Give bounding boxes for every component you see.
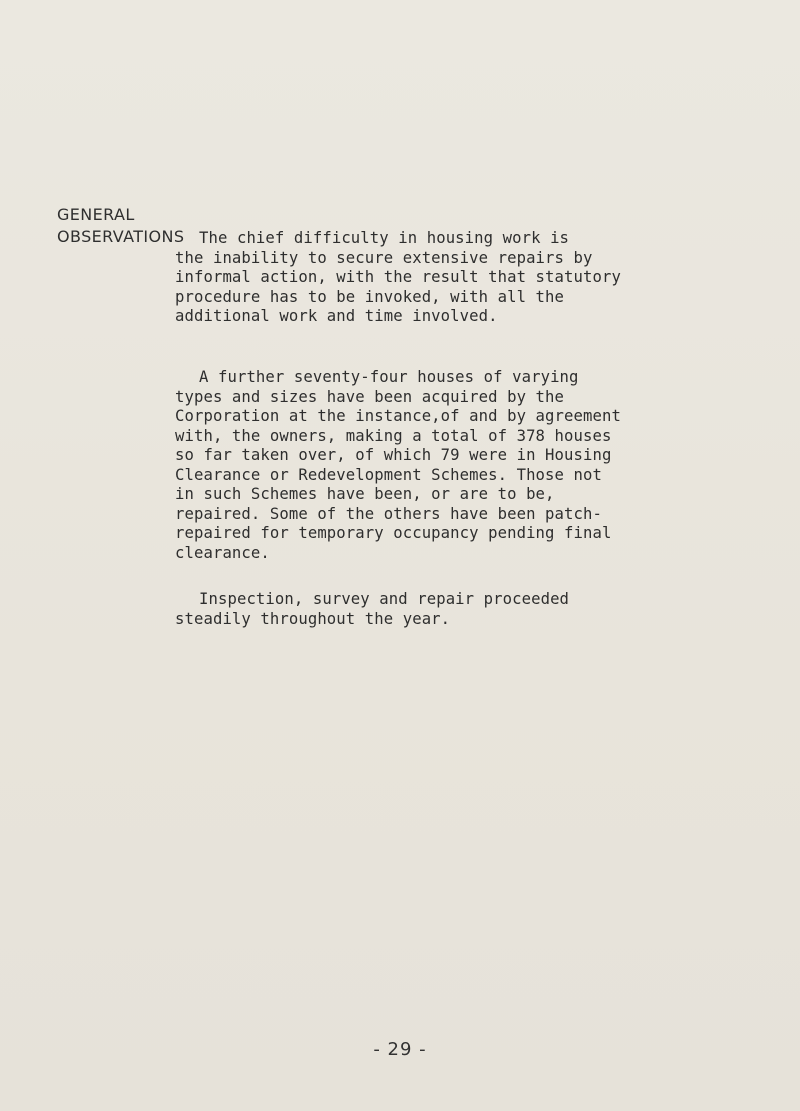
paragraph-line: steadily throughout the year. — [175, 609, 451, 628]
paragraph-line: A further seventy-four houses of varying — [199, 368, 579, 386]
paragraph-line: Inspection, survey and repair proceeded — [199, 590, 570, 608]
paragraph-line: Clearance or Redevelopment Schemes. Those not — [175, 465, 602, 484]
paragraph-line: repaired. Some of the others have been patch- — [175, 504, 602, 523]
paragraph-line: additional work and time involved. — [175, 307, 498, 325]
paragraph-line: with, the owners, making a total of 378 houses — [175, 426, 612, 445]
paragraph-line: so far taken over, of which 79 were in Housing — [175, 446, 612, 464]
paragraph-line: the inability to secure extensive repairs by — [175, 248, 593, 267]
paragraph-inspection — [175, 590, 645, 629]
paragraph-line: informal action, with the result that statutory — [175, 268, 621, 286]
paragraph-line: procedure has to be invoked, with all the — [175, 287, 565, 306]
paragraph-line: Corporation at the instance,of and by agreement — [175, 407, 621, 425]
section-heading-line-2: OBSERVATIONS — [57, 227, 185, 246]
section-heading-line-1: GENERAL — [57, 205, 135, 224]
paragraph-houses-acquired — [175, 368, 645, 563]
paragraph-line: clearance. — [175, 543, 270, 562]
paragraph-line: repaired for temporary occupancy pending final — [175, 524, 612, 542]
paragraph-line: types and sizes have been acquired by the — [175, 387, 565, 406]
section-heading — [57, 204, 184, 248]
paragraph-line: The chief difficulty in housing work is — [199, 229, 570, 247]
paragraph-difficulty — [175, 229, 645, 327]
paragraph-line: in such Schemes have been, or are to be, — [175, 485, 555, 503]
page-number: - 29 - — [373, 1039, 427, 1060]
